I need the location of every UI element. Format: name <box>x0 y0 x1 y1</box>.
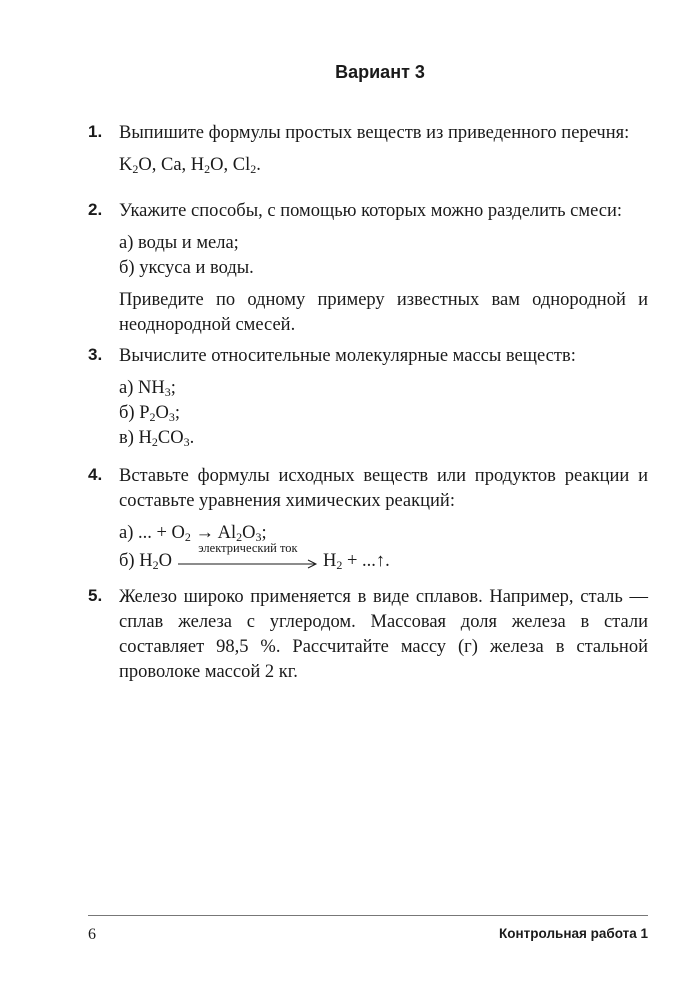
task-3 <box>88 344 648 451</box>
reaction-a: а) ... + $O_2 \to Al_2O_3$; <box>119 523 267 544</box>
task-2 <box>88 199 648 338</box>
list-item: б) $P_2O_3$; <box>119 403 181 424</box>
page-number: 6 <box>88 926 96 943</box>
running-title: Контрольная работа 1 <box>499 926 648 941</box>
task-text: Укажите способы, с помощью которых можно разделить смеси: <box>119 201 623 221</box>
task-text: Вычислите относительные молекулярные массы веществ: <box>119 346 576 366</box>
list-item: в) $H_2CO_3$. <box>119 428 195 449</box>
formula-list: $K_2O$, Ca, $H_2O$, $Cl_2$. <box>119 155 261 176</box>
task-4 <box>88 464 648 574</box>
task-note: Приведите по одному примеру известных вам однородной и неоднородной смесей. <box>119 290 648 335</box>
list-item: а) $NH_3$; <box>119 378 176 399</box>
task-number: 4. <box>88 465 103 484</box>
task-text: Железо широко применяется в виде сплавов. Например, сталь — сплав железа с углеродом. Массовая доля железа в стали составляет 98,5 %. Рассчитайте массу (г) железа в стальной проволоке массой 2 кг. <box>119 587 648 682</box>
task-number: 1. <box>88 122 103 141</box>
task-5 <box>88 585 648 685</box>
reaction-b: б) $H_2O$ электрический ток $H_2$ + ...↑. <box>119 541 390 572</box>
list-item: а) воды и мела; <box>119 233 239 253</box>
list-item: б) уксуса и воды. <box>119 258 254 278</box>
task-text: Выпишите формулы простых веществ из приведенного перечня: <box>119 123 630 143</box>
arrow-label: электрический ток <box>198 541 298 555</box>
footer-divider <box>88 915 648 916</box>
task-1 <box>88 121 648 178</box>
task-number: 5. <box>88 586 103 605</box>
reaction-arrow <box>176 541 319 570</box>
arrow-icon <box>176 559 319 569</box>
task-text: Вставьте формулы исходных веществ или продуктов реакции и составьте уравнения химических реакций: <box>119 466 648 511</box>
task-number: 3. <box>88 345 103 364</box>
task-number: 2. <box>88 200 103 219</box>
page-title: Вариант 3 <box>335 62 425 82</box>
